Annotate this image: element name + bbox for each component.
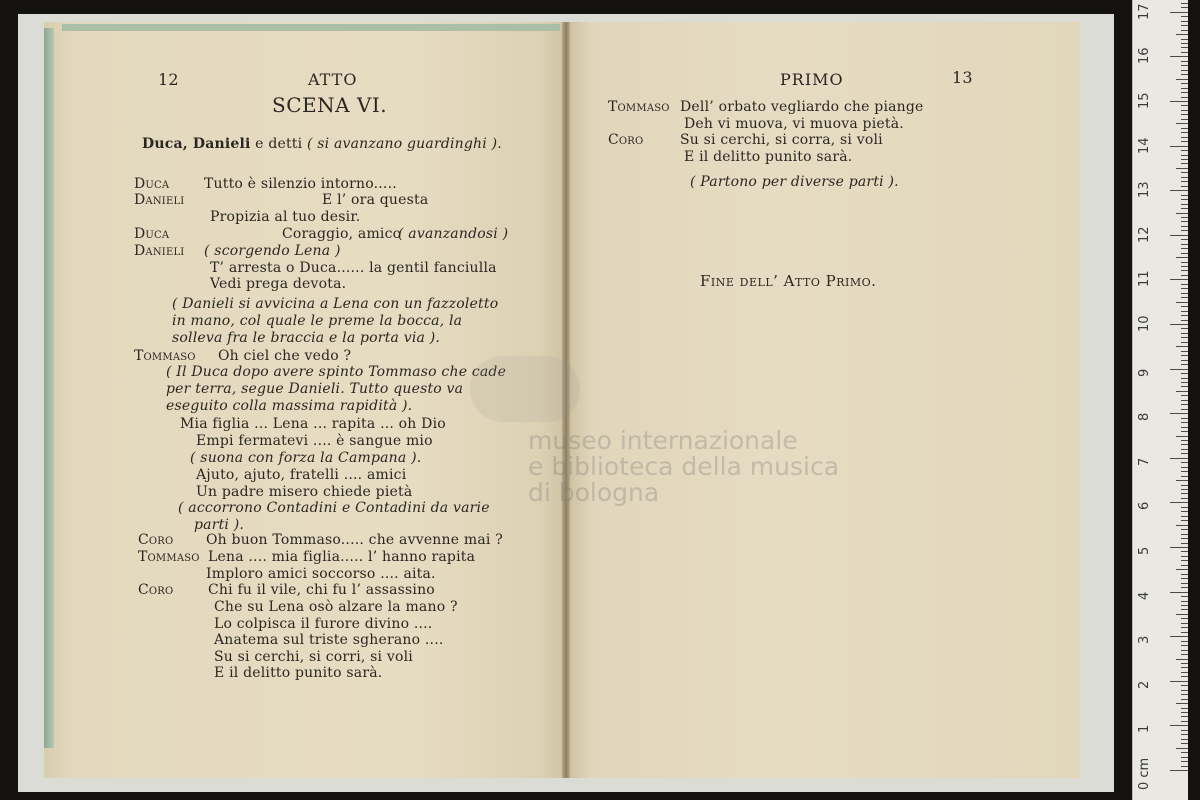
ruler-number: 9 [1137, 368, 1152, 377]
ruler-tick [1170, 101, 1188, 102]
verse-line: Chi fu il vile, chi fu l’ assassino [208, 582, 435, 598]
ruler-tick [1181, 534, 1188, 535]
ruler-tick [1181, 663, 1188, 664]
ruler-tick [1181, 627, 1188, 628]
ruler-tick [1181, 244, 1188, 245]
ruler-tick [1181, 766, 1188, 767]
ruler-number: 16 [1137, 47, 1152, 65]
ruler-tick [1181, 409, 1188, 410]
ruler-tick [1181, 676, 1188, 677]
ruler-tick [1181, 556, 1188, 557]
ruler-tick [1181, 21, 1188, 22]
ruler-tick [1181, 204, 1188, 205]
ruler-tick [1181, 609, 1188, 610]
verse-line: Su si cerchi, si corri, si voli [214, 649, 413, 665]
ruler-tick [1170, 725, 1188, 726]
ruler-tick [1181, 141, 1188, 142]
ruler-tick [1181, 712, 1188, 713]
ruler-tick [1181, 685, 1188, 686]
ruler-tick [1181, 641, 1188, 642]
ruler-tick [1170, 413, 1188, 414]
ruler-tick [1181, 110, 1188, 111]
ruler-tick [1170, 235, 1188, 236]
ruler-tick [1176, 257, 1188, 258]
ruler-number: 2 [1137, 680, 1152, 689]
ruler-tick [1181, 427, 1188, 428]
speaker: Duca [134, 176, 170, 192]
ruler-tick [1181, 507, 1188, 508]
ruler-tick [1181, 364, 1188, 365]
ruler-tick [1181, 195, 1188, 196]
ruler-tick [1181, 440, 1188, 441]
verse-line: T’ arresta o Duca...... la gentil fanciulla [210, 260, 497, 276]
verse-line: Lena .... mia figlia..... l’ hanno rapita [208, 549, 476, 565]
ruler-number: 8 [1137, 412, 1152, 422]
ruler-tick [1181, 270, 1188, 271]
ruler-number: 12 [1137, 226, 1152, 243]
ruler-tick [1181, 404, 1188, 405]
speaker: Coro [138, 582, 174, 598]
ruler-tick [1181, 418, 1188, 419]
ruler-tick [1181, 471, 1188, 472]
stage-direction: ( Partono per diverse parti ). [690, 174, 899, 190]
left-page-number: 12 [158, 70, 179, 89]
ruler-number: 15 [1137, 92, 1152, 109]
ruler-tick [1181, 378, 1188, 379]
ruler-tick [1181, 88, 1188, 89]
ruler-tick [1181, 3, 1188, 4]
ruler-number: 6 [1137, 502, 1152, 511]
ruler-tick [1181, 306, 1188, 307]
speaker: Tommaso [608, 99, 670, 115]
left-running-head: ATTO [308, 70, 358, 89]
ruler-tick [1181, 39, 1188, 40]
ruler-tick [1181, 30, 1188, 31]
ruler-number: 7 [1137, 457, 1152, 466]
ruler-tick [1181, 74, 1188, 75]
direction-line: eseguito colla massima rapidità ). [166, 398, 413, 414]
ruler-tick [1181, 462, 1188, 463]
ruler-tick [1181, 757, 1188, 758]
ruler-tick [1181, 400, 1188, 401]
ruler-tick [1176, 34, 1188, 35]
ruler-tick [1181, 476, 1188, 477]
ruler-tick [1170, 324, 1188, 325]
ruler-tick [1181, 97, 1188, 98]
museum-watermark: museo internazionale e biblioteca della musica di bologna [528, 426, 840, 507]
ruler-tick [1181, 137, 1188, 138]
ruler-tick [1181, 386, 1188, 387]
verse-line: Dell’ orbato vegliardo che piange [680, 99, 924, 115]
ruler-tick [1181, 355, 1188, 356]
ruler-tick [1181, 248, 1188, 249]
ruler-tick [1181, 565, 1188, 566]
verse-line: Deh vi muova, vi muova pietà. [684, 116, 904, 132]
ruler-tick [1181, 690, 1188, 691]
stage-intro-rest: e detti [250, 136, 307, 152]
ruler-tick [1170, 146, 1188, 147]
measurement-ruler [1132, 0, 1188, 800]
ruler-tick [1181, 217, 1188, 218]
ruler-tick [1181, 467, 1188, 468]
ruler-tick [1181, 654, 1188, 655]
direction-line: in mano, col quale le preme la bocca, la [172, 313, 463, 329]
stage-direction-block-3: ( suona con forza la Campana ). [190, 450, 422, 466]
scene-title: SCENA VI. [272, 93, 388, 117]
direction-line: parti ). [194, 517, 245, 533]
ruler-tick [1181, 275, 1188, 276]
verse-line: Mia figlia ... Lena ... rapita ... oh Dio [180, 416, 446, 432]
right-page-number: 13 [952, 68, 973, 87]
ruler-tick [1181, 583, 1188, 584]
ruler-tick [1181, 694, 1188, 695]
verse-line: Oh buon Tommaso..... che avvenne mai ? [206, 532, 503, 548]
ruler-tick [1181, 498, 1188, 499]
speaker: Coro [138, 532, 174, 548]
ruler-tick [1170, 547, 1188, 548]
ruler-tick [1181, 360, 1188, 361]
ruler-tick [1181, 114, 1188, 115]
verse-line: Un padre misero chiede pietà [196, 484, 413, 500]
ruler-tick [1181, 739, 1188, 740]
ruler-tick [1181, 538, 1188, 539]
ruler-tick [1181, 716, 1188, 717]
ruler-tick [1181, 574, 1188, 575]
ruler-tick [1181, 431, 1188, 432]
ruler-tick [1170, 592, 1188, 593]
ruler-tick [1181, 422, 1188, 423]
ruler-tick [1181, 150, 1188, 151]
ruler-number: 17 [1137, 3, 1152, 20]
ruler-tick [1181, 333, 1188, 334]
stage-intro-characters: Duca, Danieli [142, 136, 251, 152]
ruler-tick [1181, 311, 1188, 312]
speaker: Coro [608, 132, 644, 148]
ruler-tick [1181, 70, 1188, 71]
direction-line: per terra, segue Danieli. Tutto questo va [166, 381, 464, 397]
ruler-tick [1181, 587, 1188, 588]
ruler-number: 1 [1137, 725, 1152, 734]
ruler-tick [1181, 25, 1188, 26]
ruler-tick [1176, 436, 1188, 437]
speaker: Duca [134, 226, 170, 242]
tommaso-verses-2 [196, 467, 412, 501]
stage-intro-direction: ( si avanzano guardinghi ). [306, 136, 502, 152]
ruler-tick [1181, 328, 1188, 329]
verse-line: Che su Lena osò alzare la mano ? [214, 599, 458, 615]
ruler-tick [1170, 458, 1188, 459]
verse-line: Empi fermatevi .... è sangue mio [196, 433, 433, 449]
ruler-tick [1181, 181, 1188, 182]
ruler-tick [1181, 520, 1188, 521]
ruler-tick [1181, 395, 1188, 396]
ruler-tick [1181, 128, 1188, 129]
ruler-tick [1176, 525, 1188, 526]
ruler-tick [1170, 636, 1188, 637]
ruler-tick [1181, 489, 1188, 490]
ruler-tick [1181, 672, 1188, 673]
ruler-tick [1181, 92, 1188, 93]
ruler-number: 3 [1137, 635, 1152, 645]
museum-logo-watermark [470, 356, 580, 422]
ruler-tick [1181, 453, 1188, 454]
stage-direction: ( scorgendo Lena ) [204, 243, 341, 259]
ruler-tick [1181, 618, 1188, 619]
ruler-tick [1181, 199, 1188, 200]
ruler-tick [1181, 578, 1188, 579]
ruler-tick [1181, 177, 1188, 178]
ruler-number: 11 [1137, 270, 1152, 288]
ruler-tick [1181, 444, 1188, 445]
ruler-tick [1181, 266, 1188, 267]
ruler-tick [1181, 623, 1188, 624]
ruler-tick [1176, 614, 1188, 615]
end-of-act: Fine dell’ Atto Primo. [700, 272, 877, 290]
ruler-tick [1181, 297, 1188, 298]
verse-line: Anatema sul triste sgherano .... [214, 632, 444, 648]
ruler-tick [1181, 262, 1188, 263]
right-running-head: PRIMO [780, 70, 844, 89]
ruler-tick [1176, 480, 1188, 481]
ruler-tick [1181, 253, 1188, 254]
verse-line: Ajuto, ajuto, fratelli .... amici [196, 467, 407, 483]
ruler-tick [1181, 47, 1188, 48]
ruler-zero-label: 0 cm [1137, 757, 1152, 790]
ruler-tick [1181, 511, 1188, 512]
ruler-tick [1181, 230, 1188, 231]
ruler-tick [1181, 699, 1188, 700]
tommaso-verses [180, 416, 446, 450]
ruler-tick [1181, 239, 1188, 240]
direction-line: solleva fra le braccia e la porta via ). [172, 330, 441, 346]
ruler-number: 13 [1137, 181, 1152, 199]
ruler-tick [1181, 382, 1188, 383]
ruler-tick [1181, 337, 1188, 338]
verse-line: Vedi prega devota. [210, 276, 347, 292]
ruler-tick [1181, 734, 1188, 735]
stage-direction-block-2 [166, 364, 506, 415]
stage-direction: ( avanzandosi ) [398, 226, 509, 242]
direction-line: ( accorrono Contadini e Contadini da varie [178, 500, 490, 516]
speaker: Danieli [134, 243, 185, 259]
ruler-tick [1181, 543, 1188, 544]
ruler-tick [1181, 320, 1188, 321]
verse-line: Tutto è silenzio intorno..... [204, 176, 397, 192]
ruler-tick [1181, 529, 1188, 530]
ruler-tick [1170, 12, 1188, 13]
ruler-tick [1181, 315, 1188, 316]
ruler-tick [1181, 61, 1188, 62]
ruler-tick [1181, 172, 1188, 173]
ruler-number: 4 [1137, 591, 1152, 600]
ruler-tick [1181, 743, 1188, 744]
verse-line: E il delitto punito sarà. [214, 665, 383, 681]
ruler-tick [1176, 123, 1188, 124]
verse-line: Su si cerchi, si corra, si voli [680, 132, 883, 148]
ruler-tick [1181, 342, 1188, 343]
ruler-tick [1170, 279, 1188, 280]
ruler-number: 14 [1137, 137, 1152, 154]
verse-line: Oh ciel che vedo ? [218, 348, 352, 364]
ruler-tick [1170, 56, 1188, 57]
verse-line: E l’ ora questa [322, 192, 429, 208]
ruler-tick [1181, 721, 1188, 722]
ruler-tick [1181, 16, 1188, 17]
ruler-tick [1170, 681, 1188, 682]
ruler-tick [1181, 373, 1188, 374]
ruler-tick [1181, 119, 1188, 120]
ruler-tick [1176, 168, 1188, 169]
ruler-tick [1181, 208, 1188, 209]
ruler-tick [1181, 645, 1188, 646]
ruler-tick [1170, 502, 1188, 503]
verse-line: Lo colpisca il furore divino .... [214, 616, 433, 632]
ruler-tick [1181, 288, 1188, 289]
ruler-tick [1176, 213, 1188, 214]
ruler-tick [1181, 551, 1188, 552]
ruler-tick [1181, 650, 1188, 651]
ruler-tick [1181, 155, 1188, 156]
ruler-tick [1181, 163, 1188, 164]
ruler-tick [1176, 79, 1188, 80]
ruler-tick [1181, 752, 1188, 753]
ruler-tick [1181, 105, 1188, 106]
ruler-tick [1181, 7, 1188, 8]
ruler-tick [1181, 132, 1188, 133]
stage-intro [142, 136, 502, 152]
green-cover-top [62, 24, 560, 31]
direction-line: ( Danieli si avvicina a Lena con un fazzoletto [172, 296, 499, 312]
direction-line: ( Il Duca dopo avere spinto Tommaso che cade [166, 364, 507, 380]
ruler-tick [1181, 730, 1188, 731]
ruler-tick [1181, 284, 1188, 285]
ruler-tick [1181, 605, 1188, 606]
ruler-tick [1176, 659, 1188, 660]
ruler-tick [1181, 83, 1188, 84]
verse-line: Propizia al tuo desir. [210, 209, 361, 225]
ruler-tick [1181, 43, 1188, 44]
ruler-tick [1181, 493, 1188, 494]
green-cover-edge [44, 28, 54, 748]
ruler-tick [1181, 65, 1188, 66]
ruler-tick [1176, 346, 1188, 347]
ruler-tick [1181, 761, 1188, 762]
ruler-tick [1176, 302, 1188, 303]
speaker: Danieli [134, 192, 185, 208]
ruler-tick [1170, 770, 1188, 771]
verse-line: E il delitto punito sarà. [684, 149, 853, 165]
ruler-tick [1181, 186, 1188, 187]
ruler-tick [1181, 708, 1188, 709]
ruler-tick [1181, 351, 1188, 352]
ruler-tick [1181, 632, 1188, 633]
ruler-tick [1181, 516, 1188, 517]
ruler-tick [1170, 190, 1188, 191]
speaker: Tommaso [134, 348, 196, 364]
ruler-tick [1176, 703, 1188, 704]
ruler-tick [1181, 52, 1188, 53]
ruler-tick [1181, 449, 1188, 450]
ruler-tick [1181, 293, 1188, 294]
ruler-tick [1176, 391, 1188, 392]
ruler-number: 10 [1137, 315, 1152, 332]
ruler-tick [1170, 369, 1188, 370]
stage-direction-block-4 [178, 500, 490, 534]
ruler-tick [1181, 560, 1188, 561]
verse-line: Coraggio, amico [282, 226, 402, 242]
ruler-tick [1176, 748, 1188, 749]
ruler-tick [1181, 596, 1188, 597]
ruler-tick [1181, 159, 1188, 160]
verse-line: Imploro amici soccorso .... aita. [206, 566, 436, 582]
ruler-tick [1181, 226, 1188, 227]
ruler-tick [1181, 601, 1188, 602]
ruler-tick [1181, 667, 1188, 668]
ruler-tick [1176, 569, 1188, 570]
stage-direction-block-1 [172, 296, 498, 347]
ruler-number: 5 [1137, 546, 1152, 555]
speaker: Tommaso [138, 549, 200, 565]
ruler-tick [1181, 221, 1188, 222]
ruler-tick [1181, 485, 1188, 486]
